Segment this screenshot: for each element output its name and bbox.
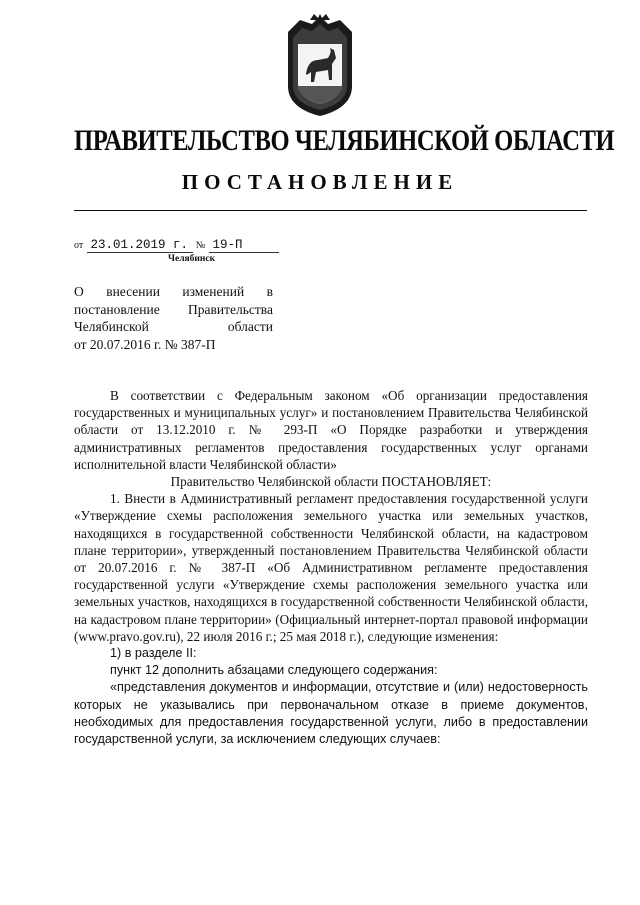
document-subject xyxy=(74,283,273,353)
subject-line: от 20.07.2016 г. № 387-П xyxy=(74,336,216,352)
subject-line: О внесении изменений в xyxy=(74,284,273,299)
document-date: 23.01.2019 г. xyxy=(87,238,193,253)
document-type-heading: ПОСТАНОВЛЕНИЕ xyxy=(181,170,459,194)
coat-of-arms-emblem xyxy=(284,14,356,118)
document-number: 19-П xyxy=(209,238,279,253)
date-label: от xyxy=(74,240,84,251)
number-label: № xyxy=(195,240,206,251)
organization-title: ПРАВИТЕЛЬСТВО ЧЕЛЯБИНСКОЙ ОБЛАСТИ xyxy=(74,124,615,157)
resolution-paragraph: Правительство Челябинской области ПОСТАНОВЛЯЕТ: xyxy=(170,474,492,490)
date-number-line xyxy=(74,236,279,253)
document-body xyxy=(74,387,588,748)
subject-line: постановление Правительства xyxy=(74,301,273,317)
city-name: Челябинск xyxy=(168,254,216,264)
amendment-text-paragraph: «представления документов и информации, отсутствие и (или) недостоверность которых не указывались при первоначальном отказе в приеме документов, необходимых для предоставления государственной услуги, либо в предоставлении государственной услуги, за исключением следующих случаев: xyxy=(74,680,588,747)
clause-1-paragraph: 1. Внести в Административный регламент предоставления государственной услуги «Утверждение схемы расположения земельного участка или земельных участков, находящихся в государственной собственности Челябинской области, на кадастровом плане территории», утвержденный постановлением Правительства Челябинской области от 20.07.2016 г. № 387-П «Об Административном регламенте предоставления государственной услуги «Утверждение схемы расположения земельного участка или земельных участков, находящихся в государственной собственности Челябинской области, на кадастровом плане территории» (Официальный интернет-портал правовой информации (www.pravo.gov.ru), 22 июля 2016 г.; 25 мая 2018 г.), следующие изменения: xyxy=(74,491,588,644)
preamble-paragraph: В соответствии с Федеральным законом «Об организации предоставления государственных и муниципальных услуг» и постановлением Правительства Челябинской области от 13.12.2010 г. № 293-П «О Порядке разработки и утверждения административных регламентов предоставления государственных услуг органами исполнительной власти Челябинской области» xyxy=(74,388,588,472)
subclause-paragraph: 1) в разделе II: xyxy=(110,646,197,661)
amendment-intro-paragraph: пункт 12 дополнить абзацами следующего содержания: xyxy=(110,663,438,678)
subject-line: Челябинской области xyxy=(74,319,273,334)
header-divider xyxy=(74,210,587,211)
